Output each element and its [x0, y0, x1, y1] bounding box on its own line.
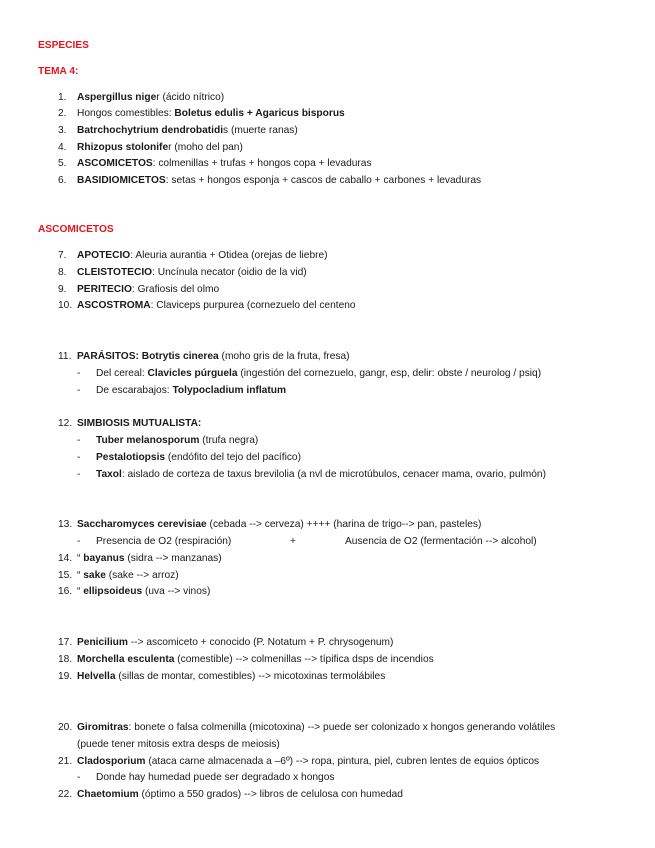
list-item: 22. Chaetomium (óptimo a 550 grados) --> libros de celulosa con humedad	[58, 789, 403, 800]
list-item: 7. APOTECIO: Aleuria aurantia + Otidea (orejas de liebre)	[58, 250, 328, 261]
list-item: 9. PERITECIO: Grafiosis del olmo	[58, 284, 220, 295]
list-item: 16. “ ellipsoideus (uva --> vinos)	[58, 586, 211, 597]
sub-item: - Presencia de O2 (respiración)	[77, 536, 232, 547]
list-item: 18. Morchella esculenta (comestible) --> colmenillas --> típifica dsps de incendios	[58, 654, 434, 665]
sub-item: - Del cereal: Clavicles púrguela (ingestión del cornezuelo, gangr, esp, delir: obste / neurolog / psiq)	[77, 368, 542, 379]
heading-especies: ESPECIES	[38, 40, 89, 51]
list-item: 19. Helvella (sillas de montar, comestibles) --> micotoxinas termolábiles	[58, 671, 386, 682]
sub-item: - De escarabajos: Tolypocladium inflatum	[77, 385, 287, 396]
list-item: 3. Batrchochytrium dendrobatidis (muerte ranas)	[58, 125, 298, 136]
sub-item: - Tuber melanosporum (trufa negra)	[77, 435, 259, 446]
list-item: 12. SIMBIOSIS MUTUALISTA:	[58, 418, 202, 429]
list-item: 17. Penicilium --> ascomiceto + conocido (P. Notatum + P. chrysogenum)	[58, 637, 394, 648]
list-item: 11. PARÁSITOS: Botrytis cinerea (moho gris de la fruta, fresa)	[58, 351, 350, 362]
list-item: 21. Cladosporium (ataca carne almacenada a –6º) --> ropa, pintura, piel, cubren lentes de equios ópticos	[58, 756, 540, 767]
list-item: 5. ASCOMICETOS: colmenillas + trufas + hongos copa + levaduras	[58, 158, 372, 169]
list-item: 6. BASIDIOMICETOS: setas + hongos esponja + cascos de caballo + carbones + levaduras	[58, 175, 482, 186]
list-item: 4. Rhizopus stolonifer (moho del pan)	[58, 142, 243, 153]
sub-item: - Donde hay humedad puede ser degradado x hongos	[77, 772, 335, 783]
list-item: 8. CLEISTOTECIO: Uncínula necator (oidio de la vid)	[58, 267, 307, 278]
list-item: 13. Saccharomyces cerevisiae (cebada --> cerveza) ++++ (harina de trigo--> pan, pasteles)	[58, 519, 482, 530]
list-item: 2. Hongos comestibles: Boletus edulis + Agaricus bisporus	[58, 108, 345, 119]
list-item: 20. Giromitras: bonete o falsa colmenilla (micotoxina) --> puede ser colonizado x hongos generando volátiles	[58, 722, 556, 733]
list-item: 15. “ sake (sake --> arroz)	[58, 570, 179, 581]
sub-item-text: Ausencia de O2 (fermentación --> alcohol)	[345, 536, 537, 547]
list-item: 1. Aspergillus niger (ácido nítrico)	[58, 92, 225, 103]
heading-ascomicetos: ASCOMICETOS	[38, 224, 114, 235]
sub-item: - Pestalotiopsis (endófito del tejo del pacífico)	[77, 452, 301, 463]
list-item: 14. “ bayanus (sidra --> manzanas)	[58, 553, 222, 564]
heading-tema4: TEMA 4:	[38, 66, 79, 77]
list-item-continuation: (puede tener mitosis extra desps de meiosis)	[77, 739, 280, 750]
sub-item: - Taxol: aislado de corteza de taxus brevilolia (a nvl de microtúbulos, cenacer mama, ovario, pulmón)	[77, 469, 546, 480]
list-item: 10. ASCOSTROMA: Claviceps purpurea (cornezuelo del centeno	[58, 300, 356, 311]
plus-sign: +	[290, 536, 296, 547]
